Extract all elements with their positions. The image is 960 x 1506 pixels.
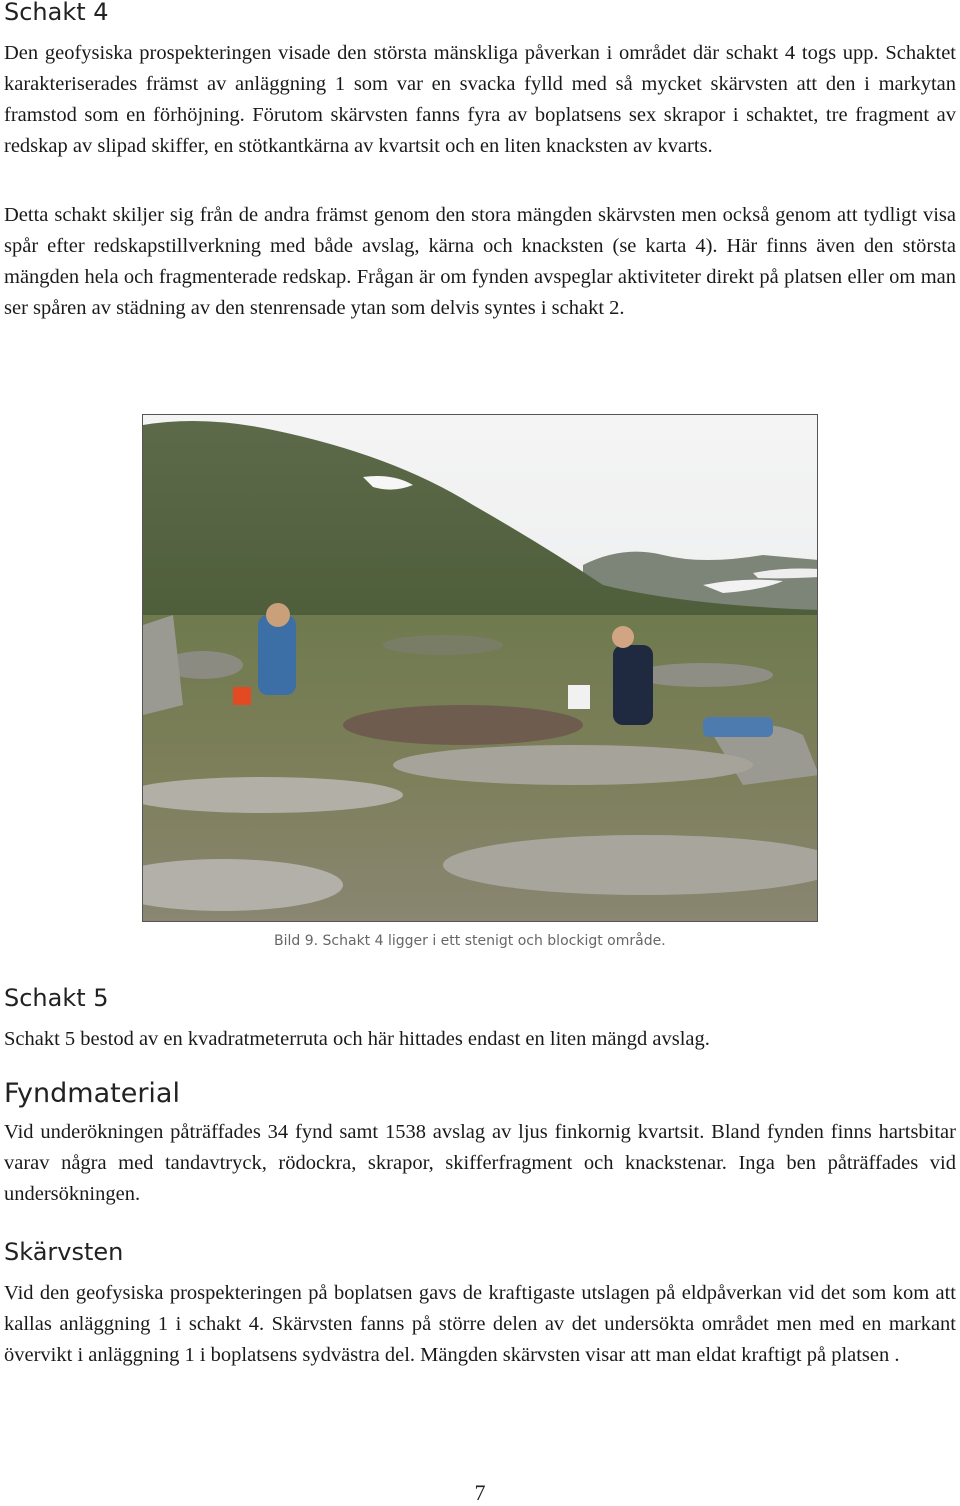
heading-schakt-5: Schakt 5 — [4, 984, 109, 1012]
photo-illustration — [143, 415, 818, 922]
paragraph-schakt-4-1: Den geofysiska prospekteringen visade den största mänskliga påverkan i området där schakt 4 togs upp. Schaktet karakteriserades främst av anläggning 1 som var en svacka fylld med så mycket skärvsten att den i markytan framstod som en förhöjning. Förutom skärvsten fanns fyra av boplatsens sex skrapor i schaktet, tre fragment av redskap av slipad skiffer, en stötkantkärna av kvartsit och en liten knacksten av kvarts. — [4, 42, 956, 157]
heading-schakt-4: Schakt 4 — [4, 0, 109, 26]
paragraph-schakt-4-2: Detta schakt skiljer sig från de andra främst genom den stora mängden skärvsten men också genom att tydligt visa spår efter redskapstillverkning med både avslag, kärna och knacksten (se karta 4). Här finns även den största mängden hela och fragmenterade redskap. Frågan är om fynden avspeglar aktiviteter direkt på platsen eller om man ser spåren av städning av den stenrensade ytan som delvis syntes i schakt 2. — [4, 204, 956, 319]
heading-skarvsten: Skärvsten — [4, 1238, 124, 1266]
paragraph-fyndmaterial: Vid underökningen påträffades 34 fynd samt 1538 avslag av ljus finkornig kvartsit. Bland fynden finns hartsbitar varav några med tandavtryck, rödockra, skrapor, skifferfragment och knackstenar. Inga ben påträffades vid undersökningen. — [4, 1121, 956, 1205]
excavation-photo — [142, 414, 818, 922]
heading-fyndmaterial: Fyndmaterial — [4, 1078, 180, 1109]
paragraph-skarvsten: Vid den geofysiska prospekteringen på boplatsen gavs de kraftigaste utslagen på eldpåverkan vid det som kom att kallas anläggning 1 i schakt 4. Skärvsten fanns på större delen av det undersökta området men med en markant övervikt i anläggning 1 i boplatsens sydvästra del. Mängden skärvsten visar att man eldat kraftigt på platsen . — [4, 1282, 956, 1366]
photo-caption: Bild 9. Schakt 4 ligger i ett stenigt och blockigt område. — [274, 933, 666, 949]
paragraph-schakt-5: Schakt 5 bestod av en kvadratmeterruta och här hittades endast en liten mängd avslag. — [4, 1028, 710, 1050]
page-number: 7 — [474, 1480, 486, 1505]
